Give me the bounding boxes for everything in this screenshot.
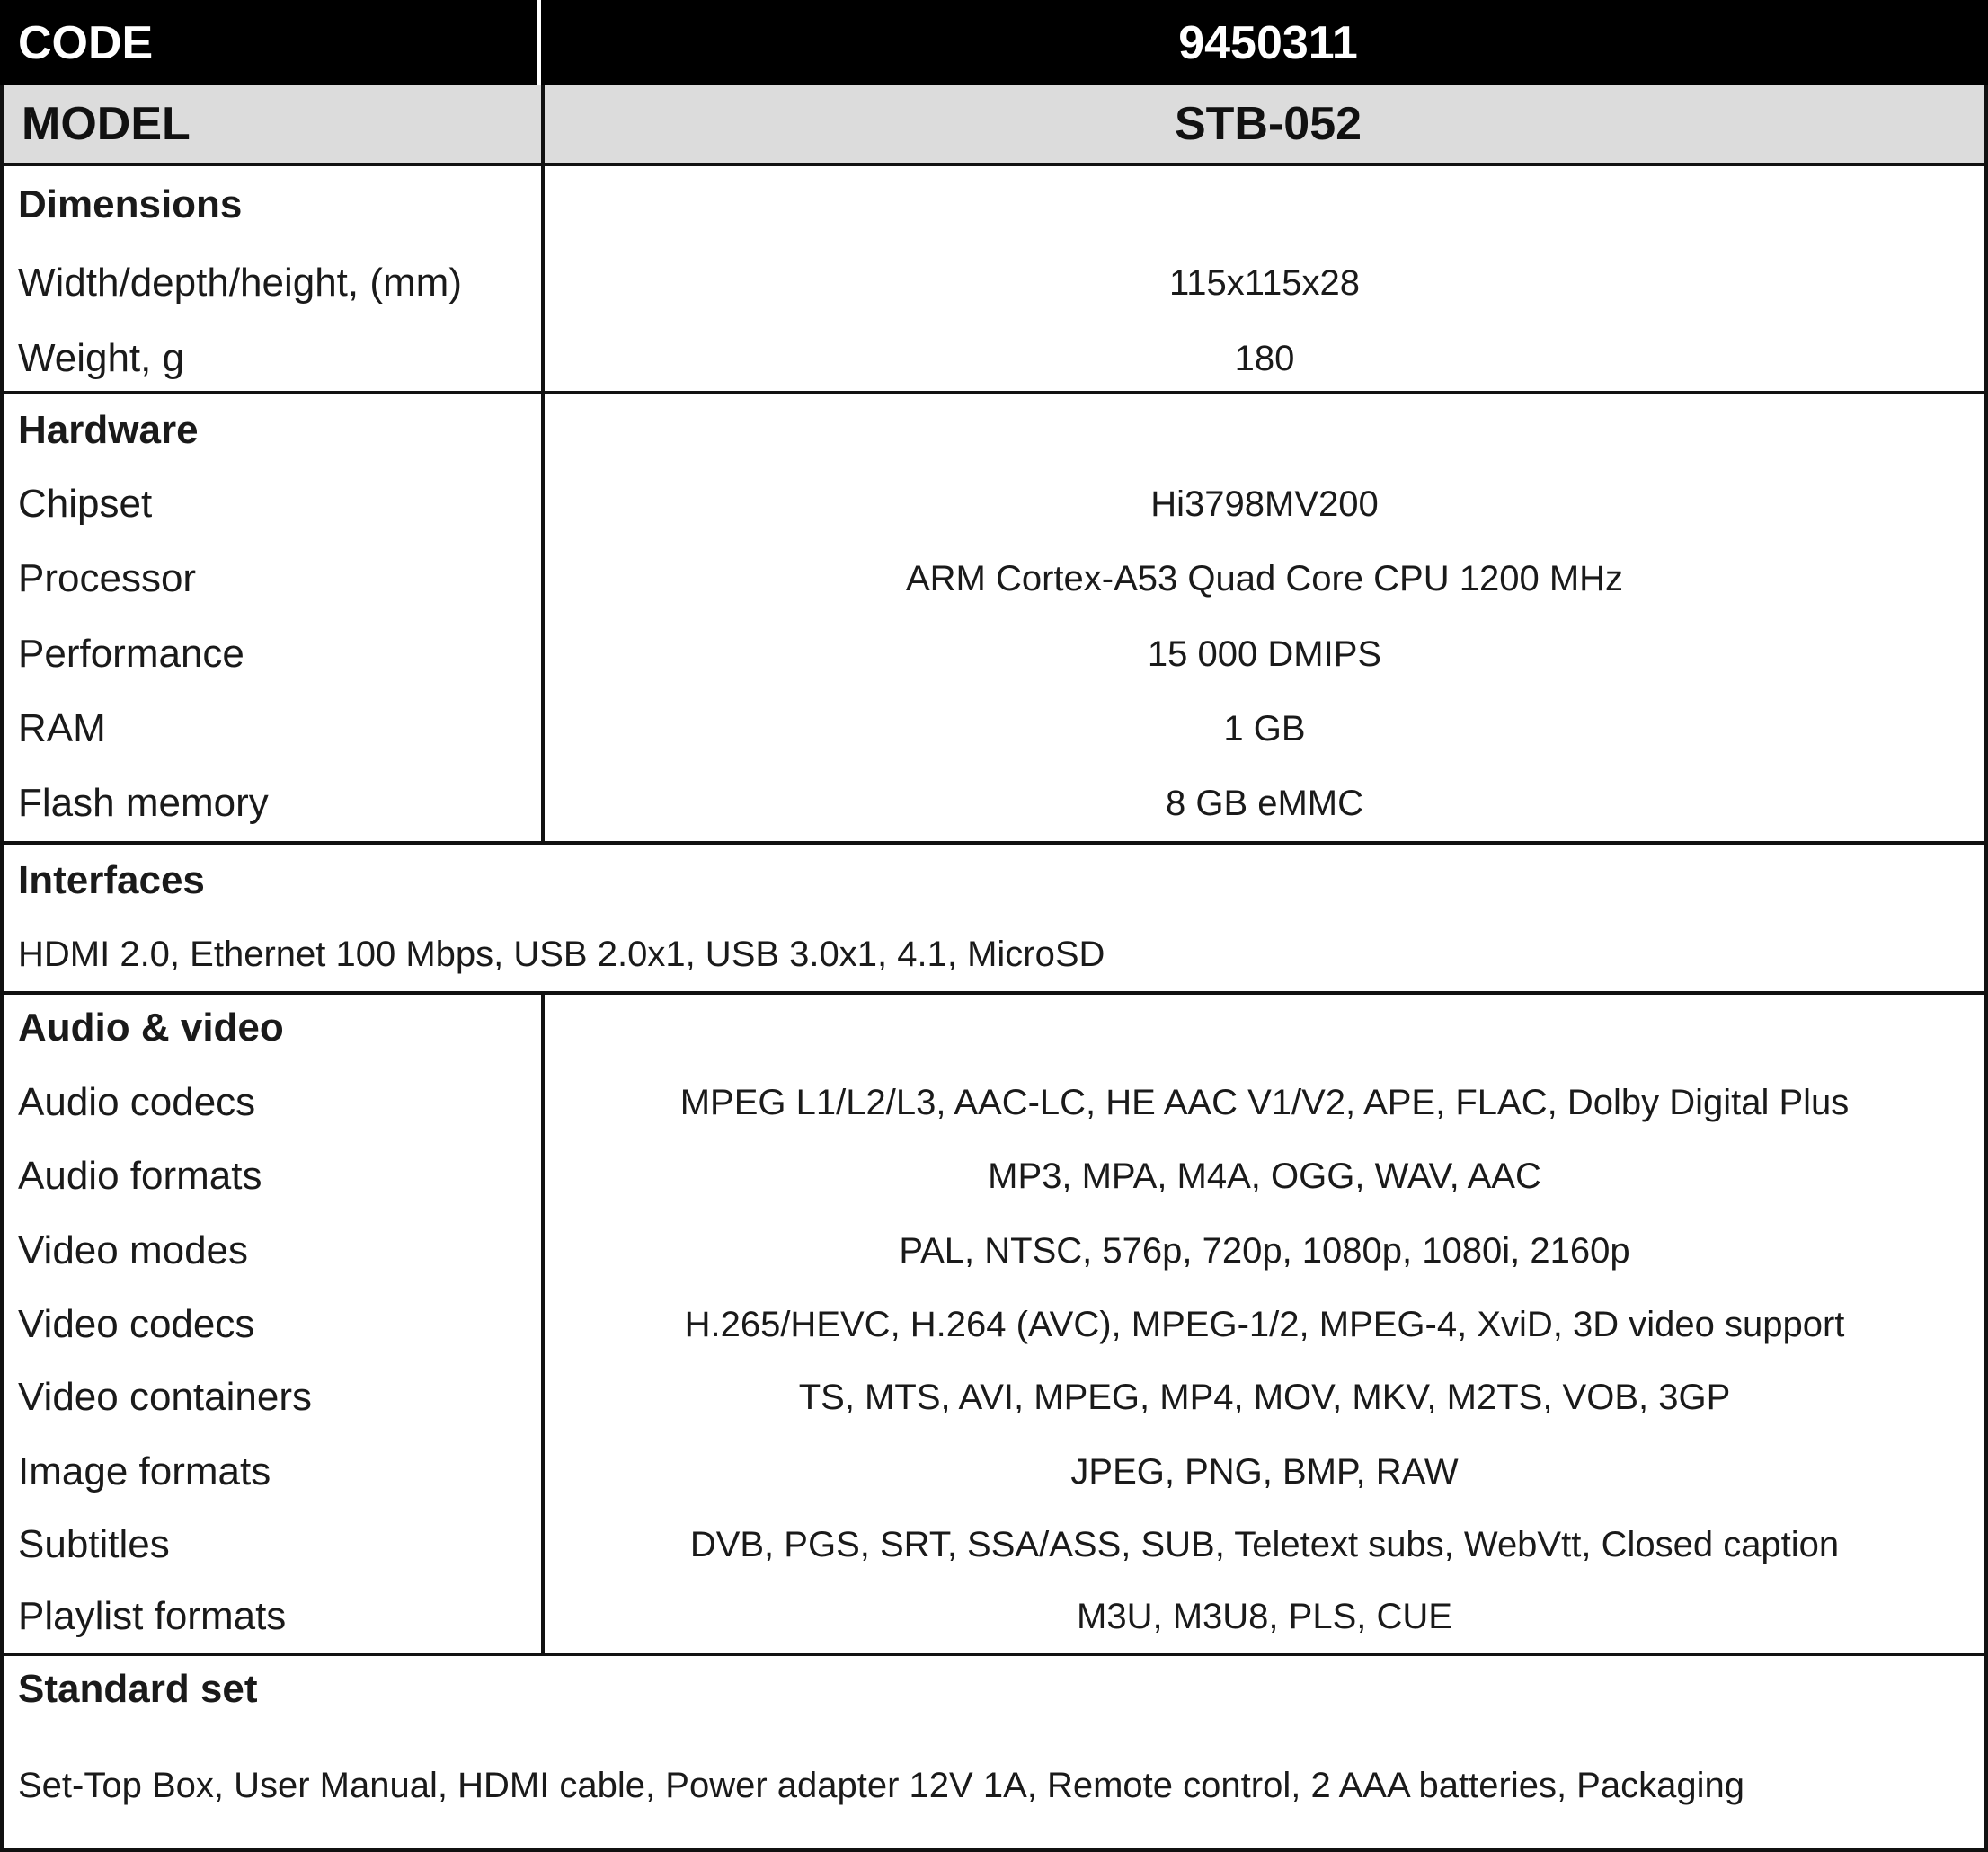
code-row (0, 0, 1988, 85)
spec-value: PAL, NTSC, 576p, 720p, 1080p, 1080i, 2160p (899, 1230, 1630, 1271)
spec-value: 1 GB (1223, 708, 1306, 749)
spec-value: 8 GB eMMC (1165, 783, 1364, 823)
hardware-section (0, 394, 1988, 845)
model-label: MODEL (4, 85, 545, 163)
interfaces-text: HDMI 2.0, Ethernet 100 Mbps, USB 2.0x1, USB 3.0x1, 4.1, MicroSD (18, 935, 1105, 974)
spec-label: Subtitles (18, 1522, 170, 1566)
spec-label: Weight, g (18, 336, 185, 380)
spec-row (4, 1076, 1984, 1130)
spec-row (4, 477, 1984, 531)
spec-label: Flash memory (18, 781, 269, 825)
spec-value: Hi3798MV200 (1150, 483, 1379, 524)
spec-label: Audio formats (18, 1154, 262, 1198)
spec-row (4, 1298, 1984, 1351)
spec-row (4, 1590, 1984, 1644)
spec-row (4, 1149, 1984, 1203)
spec-value: M3U, M3U8, PLS, CUE (1077, 1596, 1452, 1636)
code-value: 9450311 (1178, 16, 1358, 69)
spec-row (4, 1445, 1984, 1499)
section-title: Audio & video (18, 1006, 284, 1050)
standard-set-text: Set-Top Box, User Manual, HDMI cable, Power adapter 12V 1A, Remote control, 2 AAA batteries, Packaging (18, 1766, 1744, 1805)
spec-label: Processor (18, 556, 197, 600)
spec-label: Playlist formats (18, 1594, 287, 1638)
spec-value: 180 (1234, 338, 1295, 378)
interfaces-section (0, 845, 1988, 995)
spec-label: Image formats (18, 1449, 271, 1493)
spec-value: TS, MTS, AVI, MPEG, MP4, MOV, MKV, M2TS, VOB, 3GP (798, 1377, 1731, 1417)
spec-label: Audio codecs (18, 1080, 256, 1124)
section-title: Interfaces (18, 858, 205, 902)
spec-value: DVB, PGS, SRT, SSA/ASS, SUB, Teletext subs, WebVtt, Closed caption (689, 1524, 1840, 1564)
column-divider (541, 394, 545, 841)
spec-label: Performance (18, 632, 244, 676)
code-label: CODE (0, 0, 541, 85)
section-title: Dimensions (18, 182, 243, 226)
spec-value: JPEG, PNG, BMP, RAW (1070, 1451, 1459, 1492)
section-title: Hardware (18, 408, 199, 452)
model-row (0, 85, 1988, 166)
spec-label: Video containers (18, 1375, 312, 1419)
model-value: STB-052 (1174, 98, 1362, 150)
spec-label: RAM (18, 706, 106, 750)
spec-label: Chipset (18, 482, 153, 526)
spec-value: 115x115x28 (1168, 262, 1361, 303)
audio-video-section (0, 995, 1988, 1656)
spec-row (4, 1370, 1984, 1424)
spec-row (4, 1518, 1984, 1572)
spec-row (4, 552, 1984, 606)
spec-row (4, 702, 1984, 756)
spec-value: MPEG L1/L2/L3, AAC-LC, HE AAC V1/V2, APE, FLAC, Dolby Digital Plus (679, 1082, 1850, 1122)
spec-value: 15 000 DMIPS (1147, 634, 1382, 674)
spec-value: H.265/HEVC, H.264 (AVC), MPEG-1/2, MPEG-4, XviD, 3D video support (684, 1304, 1845, 1344)
spec-row (4, 332, 1984, 385)
spec-row (4, 627, 1984, 681)
spec-label: Video modes (18, 1228, 249, 1272)
spec-value: ARM Cortex-A53 Quad Core CPU 1200 MHz (905, 558, 1624, 598)
spec-label: Width/depth/height, (mm) (18, 261, 462, 305)
spec-row (4, 776, 1984, 830)
spec-row (4, 1224, 1984, 1278)
spec-row (4, 256, 1984, 310)
spec-label: Video codecs (18, 1302, 255, 1346)
standard-set-section (0, 1656, 1988, 1852)
section-title: Standard set (18, 1667, 258, 1711)
spec-value: MP3, MPA, M4A, OGG, WAV, AAC (988, 1156, 1541, 1196)
dimensions-section (0, 166, 1988, 394)
